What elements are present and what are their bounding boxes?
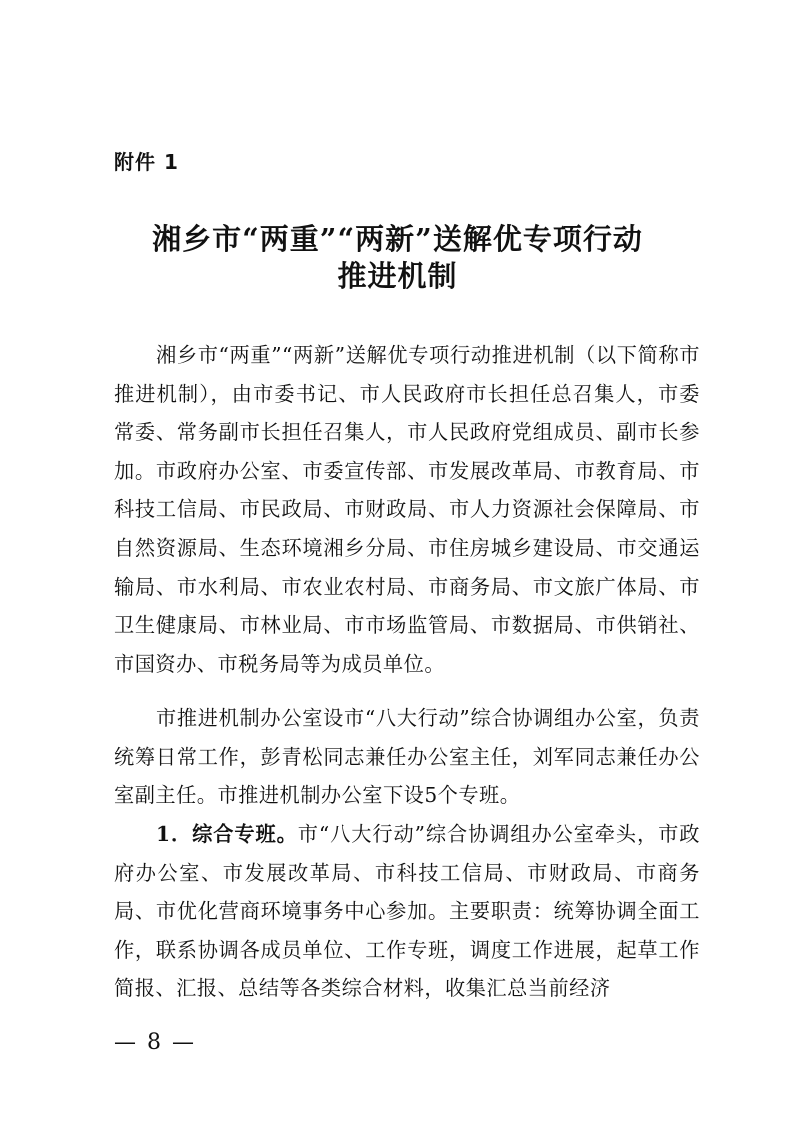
body-paragraph-section-1: [114, 815, 700, 1008]
section-1-heading: 1．综合专班。: [156, 822, 298, 846]
body-paragraph-office: 市推进机制办公室设市“八大行动”综合协调组办公室，负责统筹日常工作，彭青松同志兼任办公室主任，刘军同志兼任办公室副主任。市推进机制办公室下设5个专班。: [114, 706, 700, 808]
body-paragraph-members: 湘乡市“两重”“两新”送解优专项行动推进机制（以下简称市推进机制），由市委书记、市人民政府市长担任总召集人，市委常委、常务副市长担任召集人，市人民政府党组成员、副市长参加。市政府办公室、市委宣传部、市发展改革局、市教育局、市科技工信局、市民政局、市财政局、市人力资源社会保障局、市自然资源局、生态环境湘乡分局、市住房城乡建设局、市交通运输局、市水利局、市农业农村局、市商务局、市文旅广体局、市卫生健康局、市林业局、市市场监管局、市数据局、市供销社、市国资办、市税务局等为成员单位。: [114, 343, 700, 676]
document-title-line-1: 湘乡市“两重”“两新”送解优专项行动: [152, 222, 643, 256]
attachment-label: 附件 1: [114, 150, 179, 174]
section-1-body: 市“八大行动”综合协调组办公室牵头，市政府办公室、市发展改革局、市科技工信局、市财政局、市商务局、市优化营商环境事务中心参加。主要职责：统筹协调全面工作，联系协调各成员单位、工作专班，调度工作进展，起草工作简报、汇报、总结等各类综合材料，收集汇总当前经济: [114, 822, 700, 1001]
page-number: — 8 —: [114, 1030, 196, 1055]
document-title-line-2: 推进机制: [337, 259, 458, 293]
